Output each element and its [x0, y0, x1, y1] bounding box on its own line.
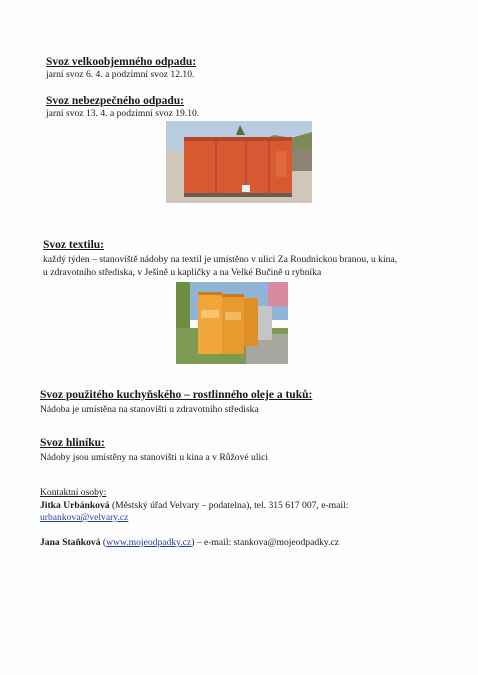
- contact-person2-name: Jana Staňková: [40, 537, 101, 548]
- contact-person1-name: Jitka Urbánková: [40, 500, 110, 511]
- aluminium-text: Nádoby jsou umístěny na stanovišti u kina a v Růžové ulici: [40, 452, 269, 463]
- textile-bins-photo: [176, 282, 288, 364]
- contact-person1-info: (Městský úřad Velvary – podatelna), tel. 315 617 007, e-mail:: [109, 500, 349, 511]
- cooking-oil-text: Nádoba je umístěna na stanovišti u zdravotního střediska: [40, 404, 259, 415]
- contact-person1: [40, 500, 348, 513]
- contact-person2: [40, 537, 339, 550]
- contact-person2-info: – e-mail: stankova@mojeodpadky.cz: [194, 537, 340, 548]
- hazardous-waste-text: jarní svoz 13. 4. a podzimní svoz 19.10.: [46, 108, 200, 119]
- aluminium-heading: Svoz hliníku:: [40, 437, 105, 449]
- bulky-waste-text: jarní svoz 6. 4. a podzimní svoz 12.10.: [46, 69, 195, 80]
- textile-heading: Svoz textilu:: [43, 239, 105, 251]
- textile-text-line2: u zdravotního střediska, v Ješině u kapličky a na Velké Bučině u rybníka: [43, 267, 322, 278]
- cooking-oil-heading: Svoz použitého kuchyňského – rostlinného oleje a tuků:: [40, 389, 313, 401]
- contact-person1-email-line: [40, 512, 128, 525]
- hazardous-waste-heading: Svoz nebezpečného odpadu:: [46, 95, 185, 107]
- textile-text-line1: každý týden – stanoviště nádoby na textil je umístěno v ulici Za Roudnickou branou, u kina,: [43, 254, 398, 265]
- bulky-waste-heading: Svoz velkoobjemného odpadu:: [46, 56, 197, 68]
- contacts-label: Kontaktní osoby:: [40, 487, 107, 498]
- contact-person1-email-link[interactable]: urbankova@velvary.cz: [40, 512, 129, 523]
- bulky-container-photo: [166, 121, 312, 203]
- contact-person2-open-paren: (: [100, 537, 107, 548]
- textile-bins-image: [176, 282, 288, 364]
- container-image: [166, 121, 312, 203]
- contact-person2-close-paren: ): [191, 537, 195, 548]
- contact-person2-web-link[interactable]: www.mojeodpadky.cz: [106, 537, 192, 548]
